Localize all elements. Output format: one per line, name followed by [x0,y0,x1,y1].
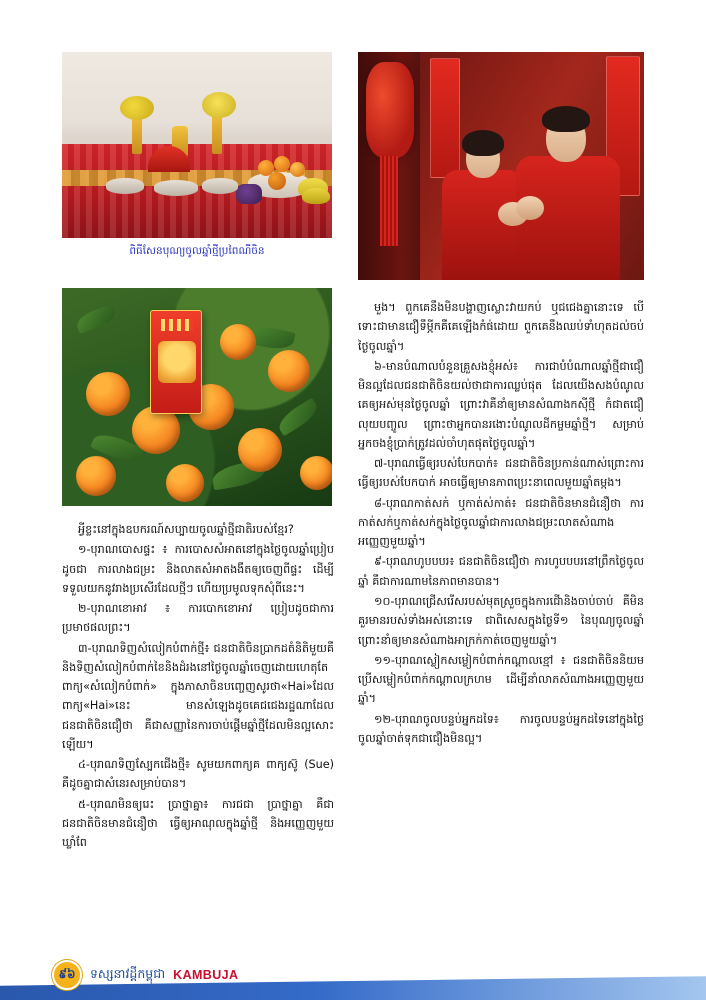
paragraph: ២-បុរាណខោអាវ ៖ ការបោកខោអាវ ប្រៀបដូចជាការប្រមាថផលព្រះ។ [62,602,334,635]
right-text-column [358,298,644,749]
oranges-red-envelope-photo [62,288,332,506]
paragraph: ៩-បុរាណហូបបបរ៖ ជនជាតិចិនជឿថា ការហូបបបរនៅព្រឹកថ្ងៃចូលឆ្នាំ គឺជាការណាមនៃភាពមានបាន។ [358,555,644,588]
paragraph: ៨-បុរាណកាត់សក់ ឬកាត់ស់កាត់៖ ជនជាតិចិនមានជំនឿថា ការកាត់សក់ឬកាត់សក់ក្នុងថ្ងៃចូលឆ្នាំជាការលាងជម្រះលាតសំណាងអញ្ញេញមួយឆ្នាំ។ [358,496,644,549]
paragraph: មួង។ ពួកគេនឹងមិនបង្ហាញស្លោះវាយកប់ ឬជជេងគ្នានោះទេ បើទោះជាមានជឿទឹម្ភីកគឺគេឡើងកំផ់ដោយ ពួកគេនឹងឈប់ទាំហុតដល់ចប់ថ្ងៃចូលឆ្នាំ។ [358,301,644,353]
paragraph: ១០-បុរាណជ្រើសរើសរបស់មុតស្រួចក្នុងការជើានិងចាប់ចាប់ គឺមិនគួរមានរបស់ទាំងអស់នោះទេ ជាពិសេសក្នុងថ្ងៃទី១ នៃបុណ្យចូលឆ្នាំ ព្រោះនាំឲ្យមានសំណាងអាក្រក់កាត់ចេញមួយឆ្នាំ។ [358,594,644,647]
magazine-brand: KAMBUJA [173,968,239,982]
paragraph: ៧-បុរាណធ្វើឲ្យរបស់បែកបាក់៖ ជនជាតិចិនប្រកាន់ណាស់ព្រោះការធ្វើឲ្យរបស់បែកបាក់ អាចធ្វើឲ្យមានភាពប្រេះនាពេលមួយឆ្នាំតម្កង។ [358,457,644,490]
paragraph: ៤-បុរាណទិញស្បែកជើងថ្មី៖ សូមយកពាក្យគ ពាក្យស៊ូ (Sue) គឺដូចគ្នាជាសំនេរសម្រាប់បាន។ [62,758,334,791]
paragraph: ១២-បុរាណចូលបន្ទប់អ្នកដទៃ៖ ការចូលបន្ទប់អ្នកដទៃនៅក្នុងថ្ងៃចូលឆ្នាំចាត់ទុកជាជឿងមិនល្អ។ [358,712,644,745]
left-text-column [62,520,334,854]
page-number-badge: ៩៦ [52,960,82,990]
red-envelope [150,310,202,414]
page-footer [0,948,706,1000]
paragraph: អ្វីខ្លះនៅក្នុងឧបករណ៍សប្បាយចូលឆ្នាំថ្មីជាតិរបស់ខ្មែរ? [78,523,294,536]
paragraph: ១-បុរាណបោសផ្ទះ ៖ ការបោសសំអាតនៅក្នុងថ្ងៃចូលឆ្នាំប្រៀបដូចជា ការលាងជម្រះ និងលាតសំអាតងងឹតឲ្យចេញពីផ្ទះ ដើម្បីទទួលយកនូវរាងប្រសើរដែលថ្មីៗ ហើយប្រមូលទុកសុំពីនេះ។ [62,543,334,595]
paragraph: ៦-មានបំណាលបំនួនគ្រួសងខ្ញុំអស់៖ ការជាបំបំណាលឆ្នាំថ្មីជាជឿមិនល្អដែលជនជាតិចិនយល់ថាជាការឈ្លប់ផុត ដែលយើងសងបំណូលគេឲ្យអស់មុនថ្ងៃចូលឆ្នាំ ព្រោះវាគឺនាំឲ្យមានសំណាងកស៊ីថ្មី កំជាតជឿ លុយបញ្ចូល ព្រោះថាអ្នកបានរងោះបំណូលដីកម្ចមឆ្នាំថ្មី។ សម្រាប់អ្នកចងខ្ញុំប្រាក់ត្រូវដល់ចាំហុតផុតថ្ងៃចូលឆ្នាំ។ [358,359,644,450]
magazine-title: ទស្សនាវដ្ដីកម្ពុជា [90,965,166,981]
offering-table-photo [62,52,332,238]
paragraph: ៣-បុរាណទិញសំលៀកបំពាក់ថ្មី៖ ជនជាតិចិនប្រាកដតំនិតិមួយគឺនិងទិញសំលៀកបំពាក់ខៃនិងដំរងនៅថ្ងៃចូលឆ្នាំចេញដោយហេតុតែពាក្យ«សំលៀកបំពាក់» ក្នុងភាសាចិនបញ្ចេញសូរថា«Hai»ដែលពាក្យ«Hai»នេះ មានសំឡេងដូចគេជជេងរដ្ឋណាដែលជនជាតិចិនជឿថា គឺជាសញ្ញានៃការចាប់ផ្ដើមឆ្នាំថ្មីដែលមិនល្អសោះឡើយ។ [62,641,334,751]
couple-lantern-photo [358,52,644,280]
paragraph: ១១-បុរាណស្លៀកសម្លៀកបំពាក់កណ្ដាលខ្មៅ ៖ ជនជាតិចិននិយមប្រើសម្លៀកបំពាក់កណ្ដាលក្រហម ដើម្បីនាំលាភសំណាងអញ្ញេញមួយឆ្នាំ។ [358,653,644,706]
photo-caption: ពិធីសែនបុណ្យចូលឆ្នាំថ្មីប្រពៃណីចិន [129,245,265,257]
paragraph: ៥-បុរាណមិនឲ្យរេះ ប្រាថ្នាគ្នា៖ ការជជា ប្រាថ្នាគ្នា គឺជាជនជាតិចិនមានជំនឿថា ធ្វើឲ្យអាណុលក្នុងឆ្នាំថ្មី និងអញ្ញេញមួយឃ្លាំពែ [62,797,334,850]
